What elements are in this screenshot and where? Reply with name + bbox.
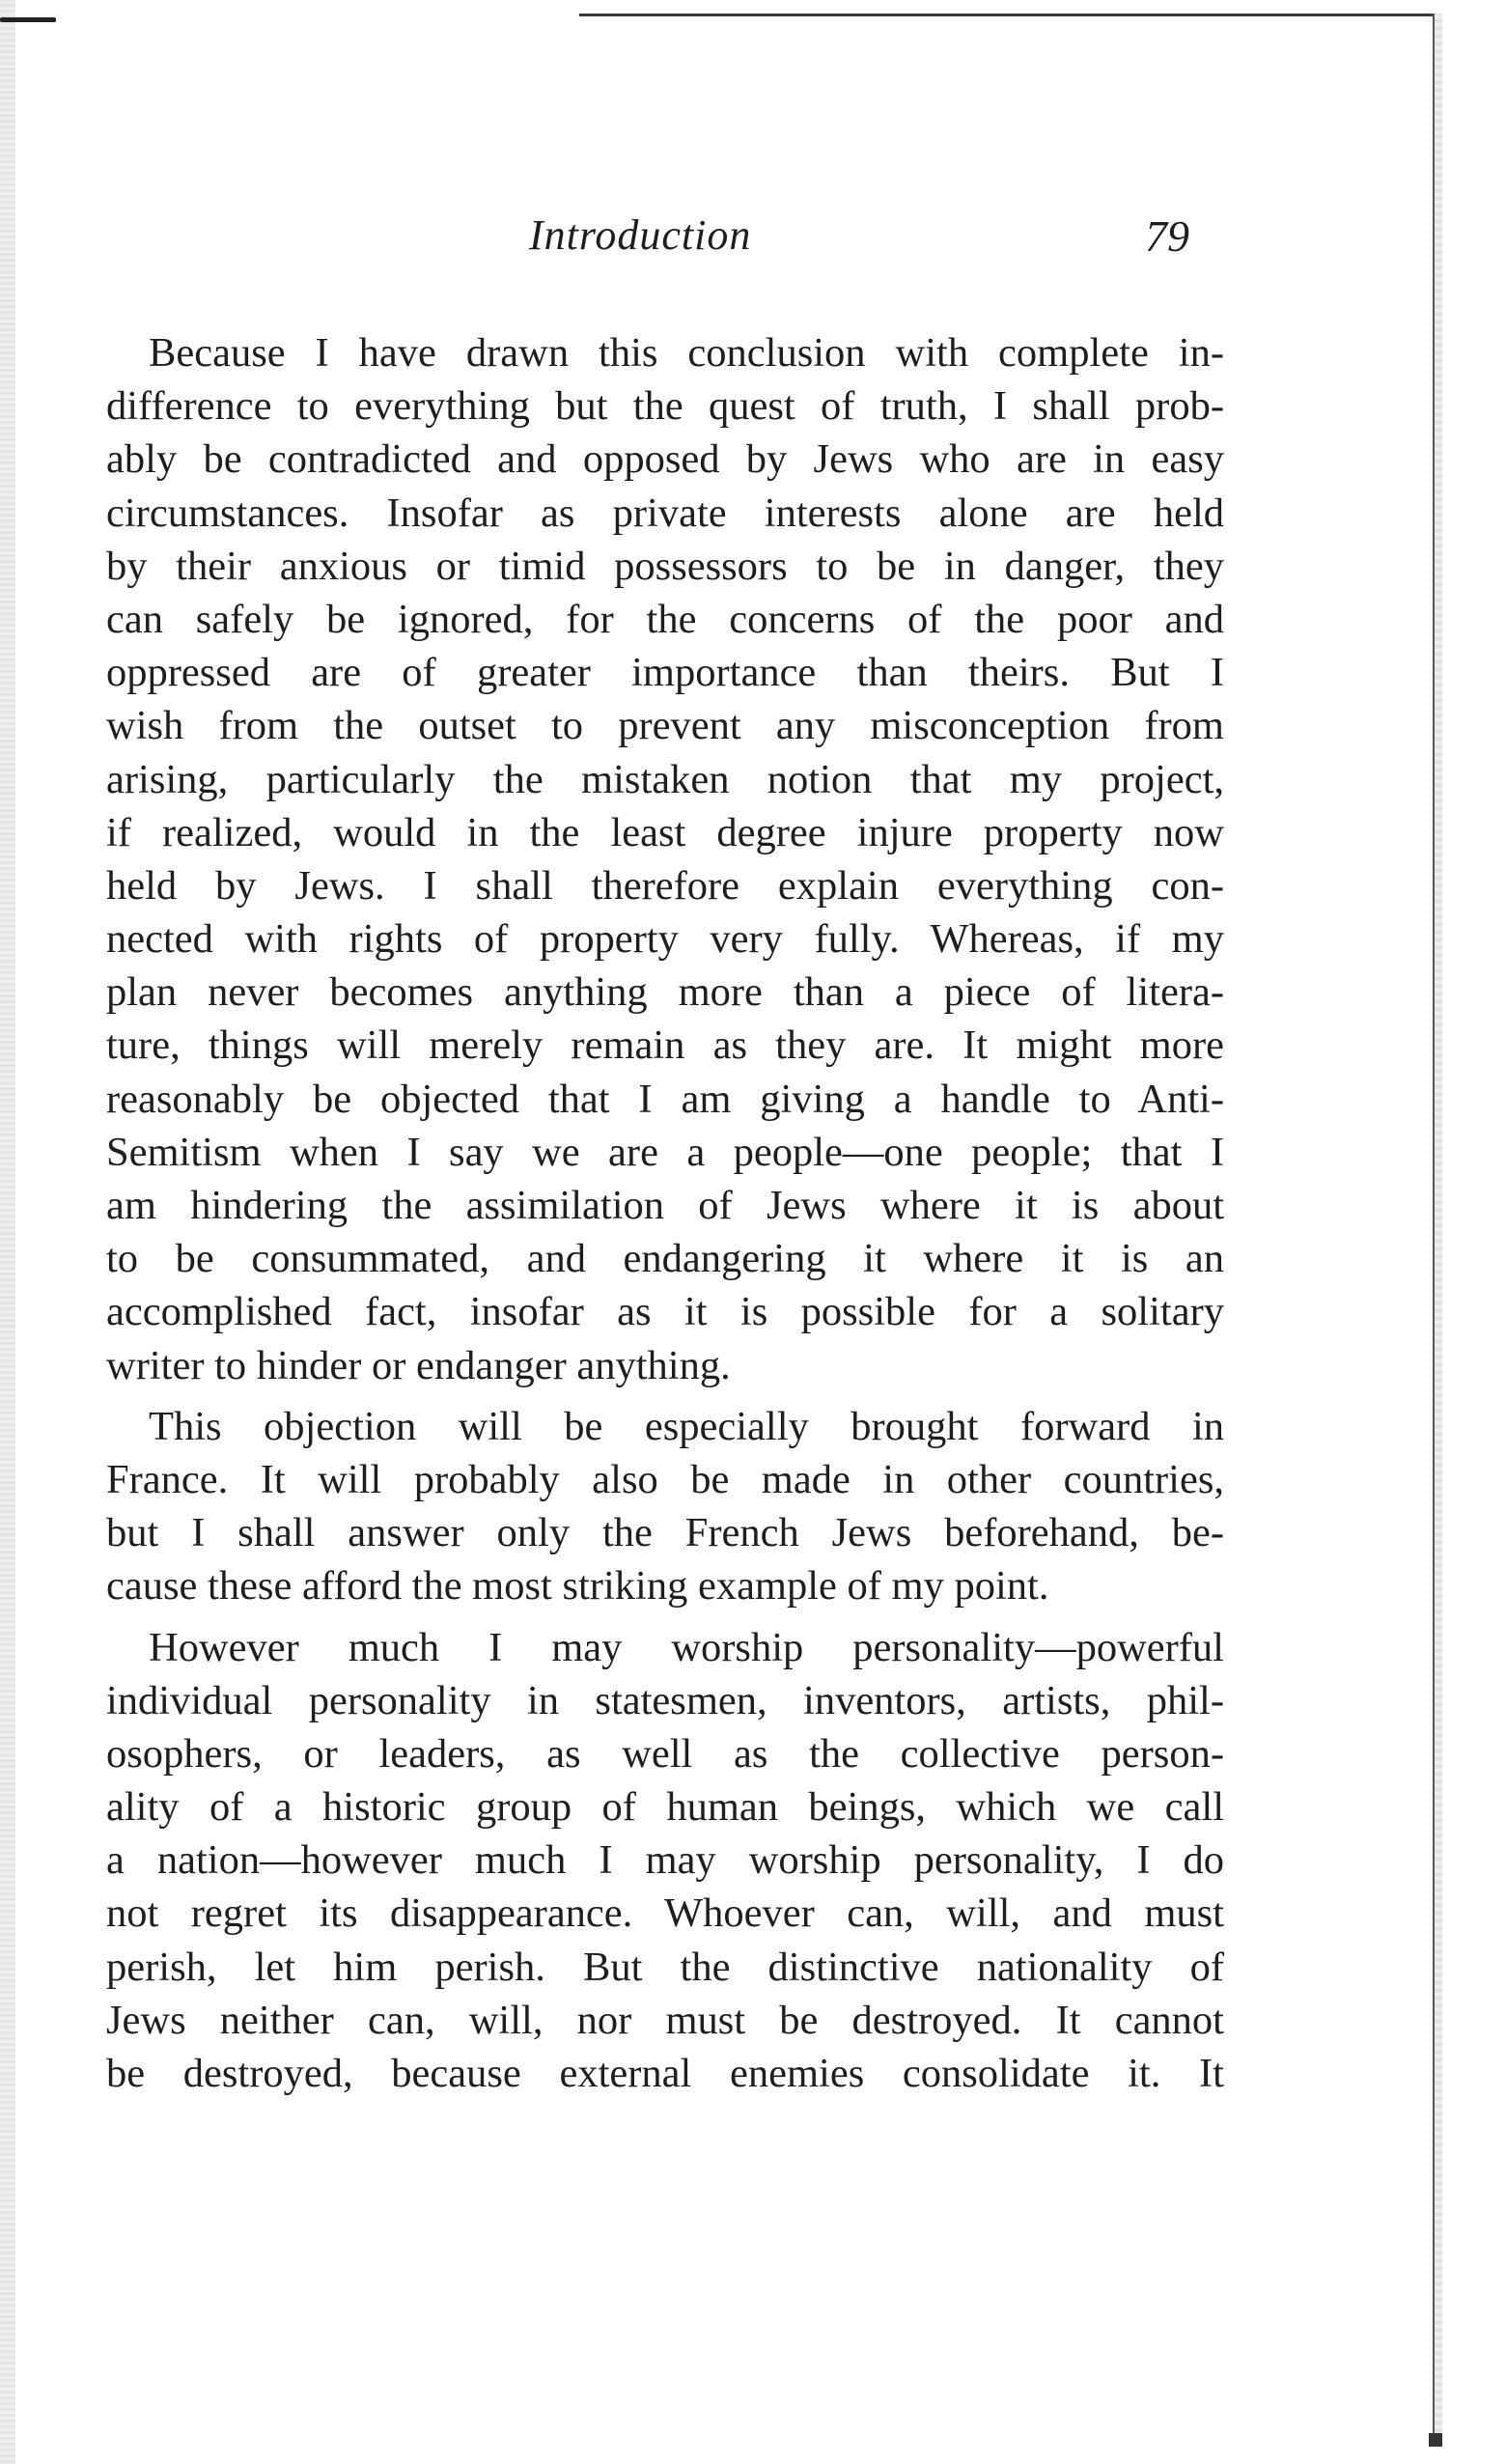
text-line: cause these afford the most striking example of my point. <box>106 1563 1049 1610</box>
text-line: but I shall answer only the French Jews beforehand, be- <box>106 1510 1224 1556</box>
text-line: writer to hinder or endanger anything. <box>106 1342 731 1388</box>
text-line: oppressed are of greater importance than theirs. But I <box>106 650 1224 696</box>
text-line: France. It will probably also be made in other countries, <box>106 1456 1224 1502</box>
running-title: Introduction <box>529 211 752 259</box>
text-line: ality of a historic group of human beings, which we call <box>106 1784 1224 1831</box>
text-line: circumstances. Insofar as private interests alone are held <box>106 490 1224 536</box>
text-line: by their anxious or timid possessors to be in danger, they <box>106 543 1224 589</box>
page-number: 79 <box>1145 211 1189 261</box>
text-line: Because I have drawn this conclusion with complete in- <box>149 330 1224 376</box>
text-line: am hindering the assimilation of Jews where it is about <box>106 1183 1224 1228</box>
scan-left-edge <box>0 0 15 2464</box>
text-line: This objection will be especially brought forward in <box>149 1403 1224 1449</box>
text-line: Semitism when I say we are a people—one people; that I <box>106 1129 1224 1175</box>
text-line: if realized, would in the least degree injure property now <box>106 809 1224 855</box>
text-line: individual personality in statesmen, inventors, artists, phil- <box>106 1677 1224 1723</box>
paragraph-2 <box>64 1400 1224 1613</box>
body-text <box>64 326 1224 2100</box>
paragraph-gap <box>64 1392 1224 1400</box>
text-line: held by Jews. I shall therefore explain everything con- <box>106 862 1224 909</box>
text-line: to be consummated, and endangering it where it is an <box>106 1236 1224 1282</box>
text-line: plan never becomes anything more than a piece of litera- <box>106 969 1224 1016</box>
scan-top-rule <box>579 14 1438 16</box>
text-line: Jews neither can, will, nor must be destroyed. It cannot <box>106 1997 1224 2043</box>
scan-bottom-mark <box>1429 2433 1442 2447</box>
text-line: difference to everything but the quest of truth, I shall prob- <box>106 383 1224 430</box>
text-line: perish, let him perish. But the distinctive nationality of <box>106 1944 1224 1990</box>
text-line: arising, particularly the mistaken notion that my project, <box>106 756 1224 802</box>
text-line: be destroyed, because external enemies consolidate it. It <box>106 2051 1224 2096</box>
text-line: a nation—however much I may worship personality, I do <box>106 1837 1224 1884</box>
paragraph-3 <box>64 1621 1224 2101</box>
text-line: not regret its disappearance. Whoever can, will, and must <box>106 1890 1224 1937</box>
running-head <box>66 210 1224 268</box>
scan-corner-mark <box>0 17 56 22</box>
scan-right-edge <box>1433 14 1442 2447</box>
text-line: accomplished fact, insofar as it is possible for a solitary <box>106 1289 1224 1335</box>
text-line: nected with rights of property very fully. Whereas, if my <box>106 916 1224 963</box>
paragraph-gap <box>64 1613 1224 1621</box>
text-line: ably be contradicted and opposed by Jews who are in easy <box>106 436 1224 483</box>
text-line: can safely be ignored, for the concerns of the poor and <box>106 596 1224 642</box>
text-line: ture, things will merely remain as they are. It might more <box>106 1022 1224 1069</box>
text-line: reasonably be objected that I am giving a handle to Anti- <box>106 1076 1224 1122</box>
text-line: wish from the outset to prevent any misconception from <box>106 703 1224 749</box>
text-line: However much I may worship personality—powerful <box>149 1624 1224 1670</box>
paragraph-1 <box>64 326 1224 1392</box>
text-line: osophers, or leaders, as well as the collective person- <box>106 1730 1224 1777</box>
